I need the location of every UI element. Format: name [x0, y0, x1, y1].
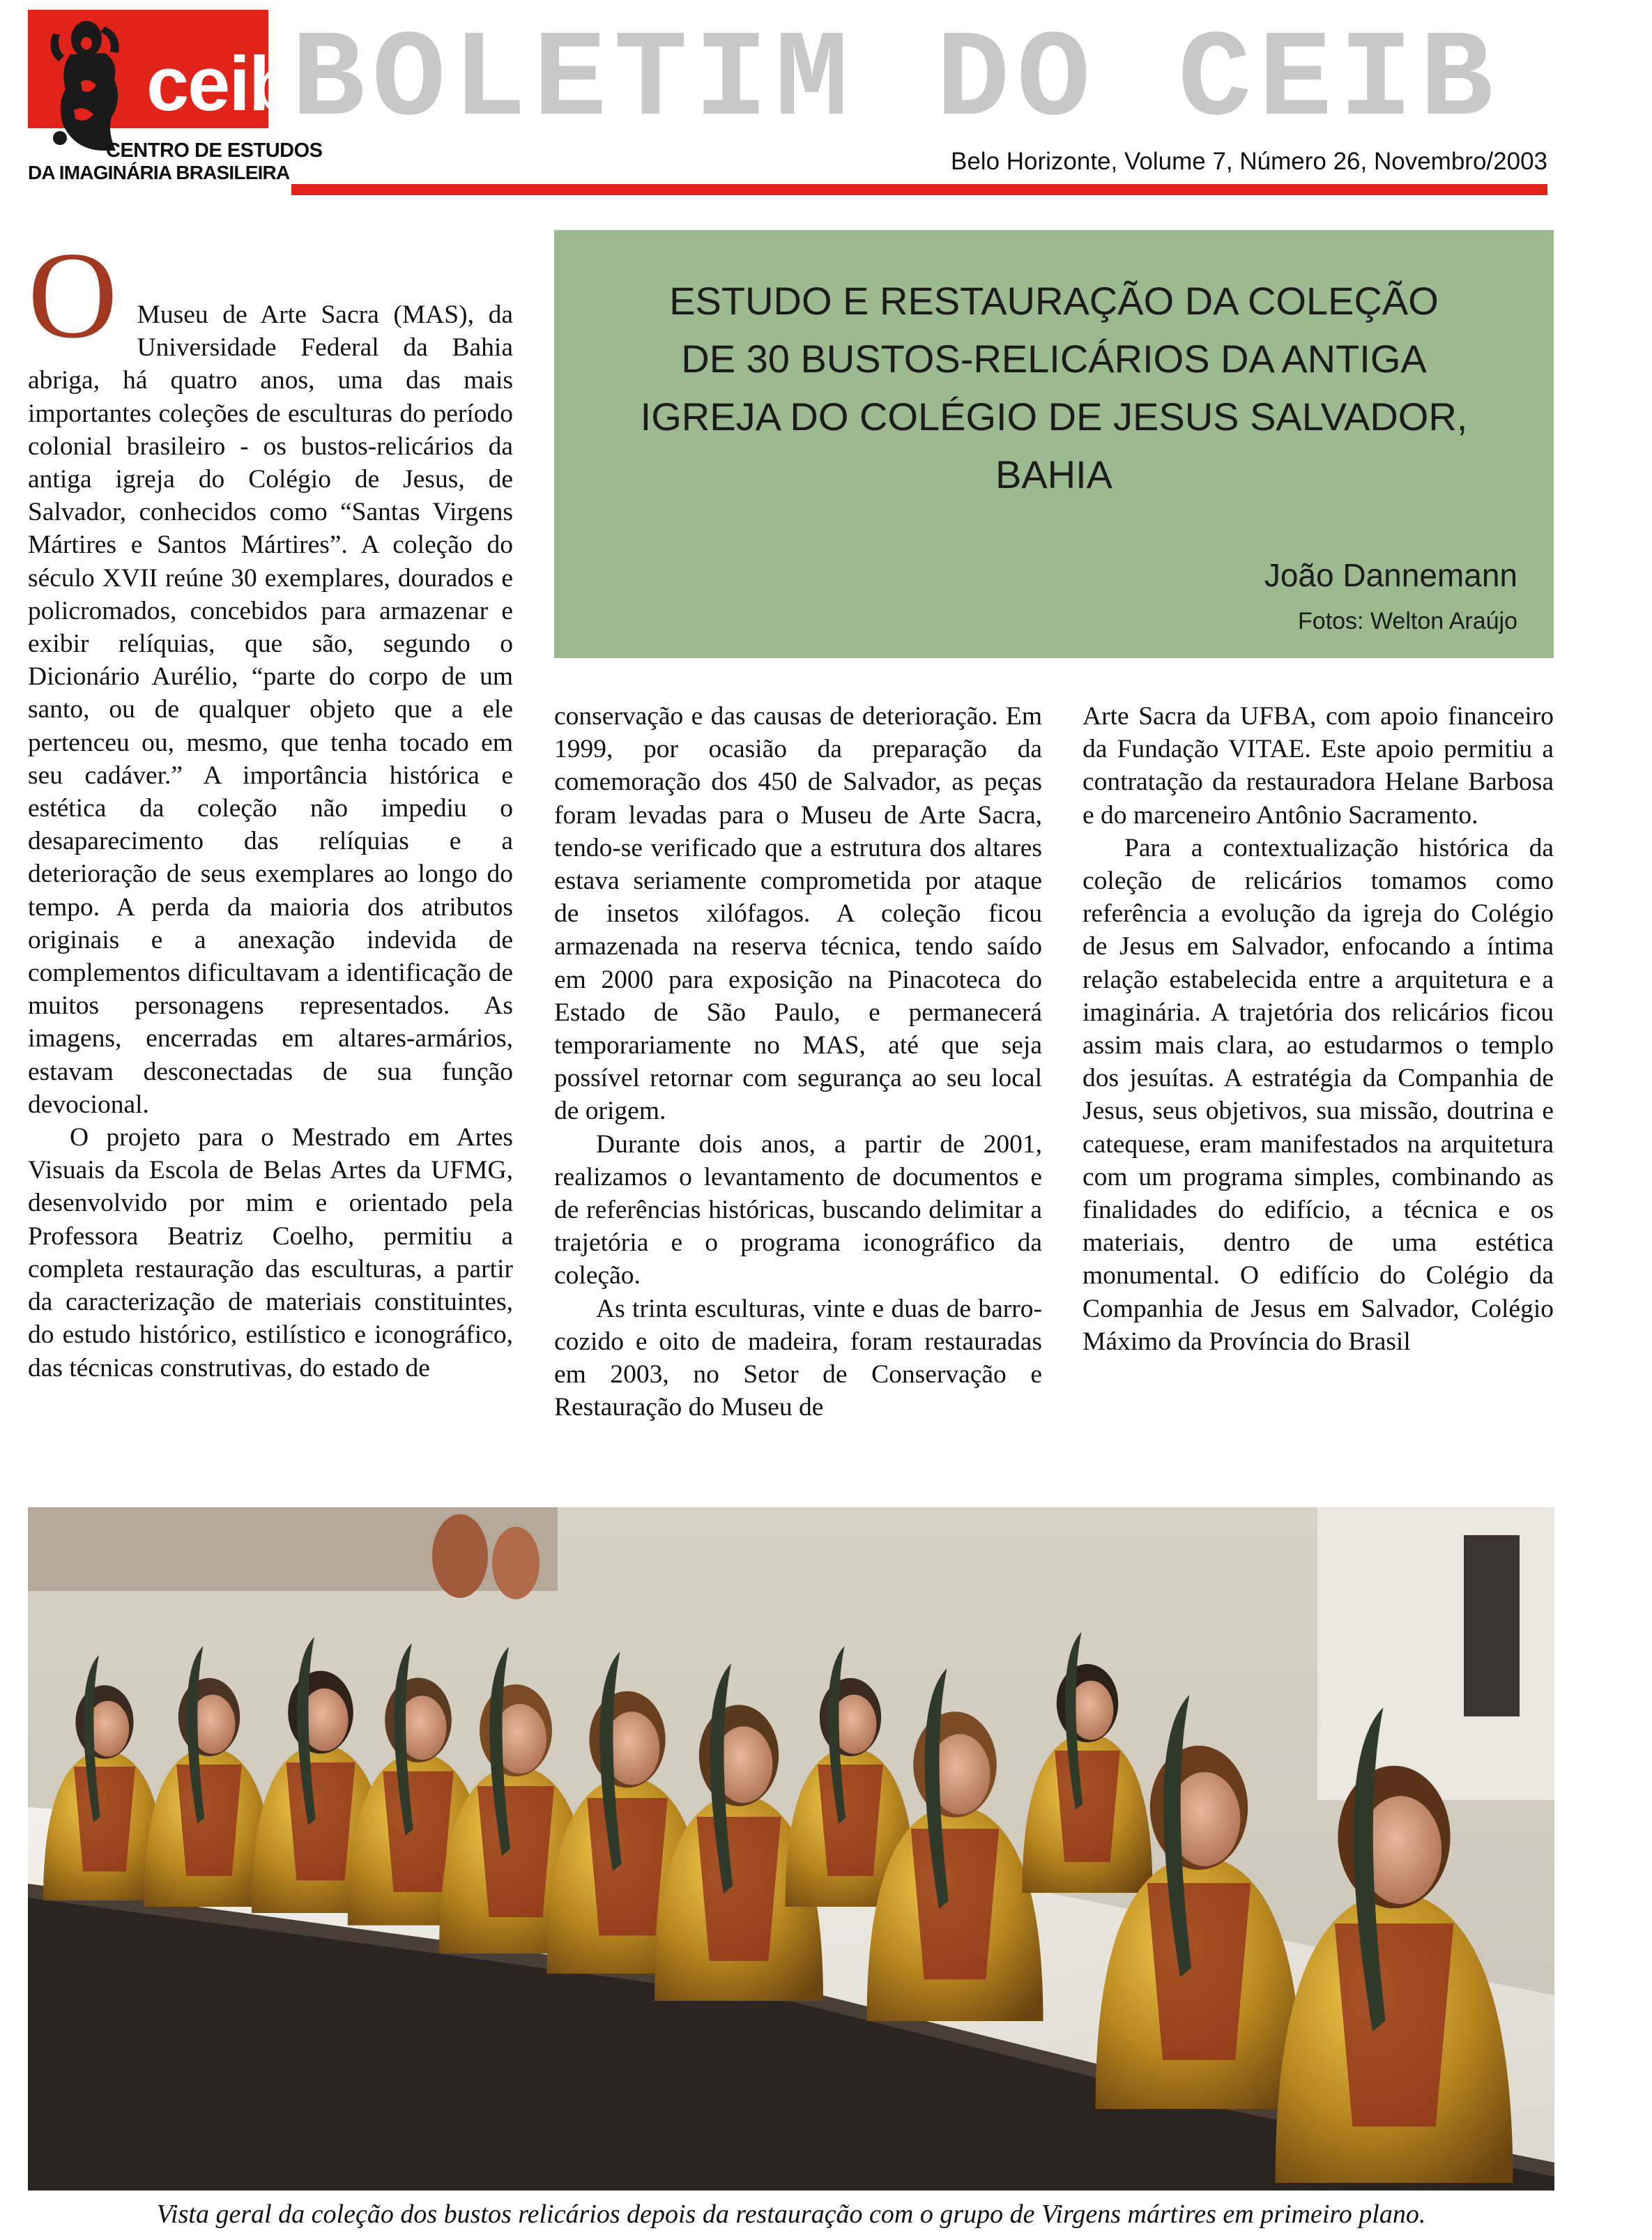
logo-subtitle-line2: DA IMAGINÁRIA BRASILEIRA [28, 162, 290, 183]
paragraph: Museu de Arte Sacra (MAS), da Universidade Federal da Bahia abriga, há quatro anos, uma das mais importantes coleções de esculturas do período colonial brasileiro - os bustos-relicários da antiga igreja do Colégio de Jesus, de Salvador, conhecidos como “Santas Virgens Mártires e Santos Mártires”. A coleção do século XVII reúne 30 exemplares, dourados e policromados, concebidos para armazenar e exibir relíquias, que são, segundo o Dicionário Aurélio, “parte do corpo de um santo, ou de qualquer objeto que a ele pertenceu ou, mesmo, que tenha tocado em seu cadáver.” A importância histórica e estética da coleção não impediu o desaparecimento das relíquias e a deterioração de seus exemplares ao longo do tempo. A perda da maioria dos atributos originais e a anexação indevida de complementos dificultavam a identificação de muitos personagens representados. As imagens, encerradas em altares-armários, estavam desconectadas de sua função devocional. [28, 300, 513, 1119]
issue-info: Belo Horizonte, Volume 7, Número 26, Novembro/2003 [950, 148, 1547, 175]
article-title-box [554, 230, 1554, 658]
reliquary-busts-photo [28, 1507, 1554, 2191]
newsletter-title: BOLETIM DO CEIB [291, 11, 1501, 151]
paragraph: conservação e das causas de deterioração. Em 1999, por ocasião da preparação da comemoração dos 450 de Salvador, as peças foram levadas para o Museu de Arte Sacra, tendo-se verificado que a estrutura dos altares estava seriamente comprometida por ataque de insetos xilófagos. A coleção ficou armazenada na reserva técnica, tendo saído em 2000 para exposição na Pinacoteca do Estado de São Paulo, e permanecerá temporariamente no MAS, até que seja possível retornar com segurança ao seu local de origem. [554, 702, 1042, 1126]
logo-wordmark: ceib [146, 41, 295, 127]
ceib-logo [28, 10, 323, 183]
header-divider [291, 184, 1547, 195]
article-column-2 [554, 700, 1042, 1424]
article-headline: ESTUDO E RESTAURAÇÃO DA COLEÇÃO DE 30 BUSTOS-RELICÁRIOS DA ANTIGA IGREJA DO COLÉGIO DE JESUS SALVADOR, BAHIA [640, 279, 1468, 496]
photo-caption: Vista geral da coleção dos bustos relicários depois da restauração com o grupo de Virgens mártires em primeiro plano. [156, 2200, 1426, 2229]
logo-subtitle-line1: CENTRO DE ESTUDOS [106, 139, 323, 162]
paragraph: Durante dois anos, a partir de 2001, realizamos o levantamento de documentos e de referências históricas, buscando delimitar a trajetória e o programa iconográfico da coleção. [554, 1129, 1042, 1290]
photo-illustration [28, 1507, 1554, 2191]
paragraph: O projeto para o Mestrado em Artes Visuais da Escola de Belas Artes da UFMG, desenvolvido por mim e orientado pela Professora Beatriz Coelho, permitiu a completa restauração das esculturas, a partir da caracterização de materiais constituintes, do estudo histórico, estilístico e iconográfico, das técnicas construtivas, do estado de [28, 1123, 513, 1382]
photo-credit: Fotos: Welton Araújo [1298, 608, 1517, 634]
paragraph: As trinta esculturas, vinte e duas de barro-cozido e oito de madeira, foram restauradas em 2003, no Setor de Conservação e Restauração do Museu de [554, 1294, 1042, 1422]
paragraph: Arte Sacra da UFBA, com apoio financeiro da Fundação VITAE. Este apoio permitiu a contratação da restauradora Helane Barbosa e do marceneiro Antônio Sacramento. [1083, 702, 1554, 830]
paragraph: Para a contextualização histórica da coleção de relicários tomamos como referência a evolução da igreja do Colégio de Jesus em Salvador, enfocando a íntima relação estabelecida entre a arquitetura e a imaginária. A trajetória dos relicários ficou assim mais clara, ao estudarmos o templo dos jesuítas. A estratégia da Companhia de Jesus, seus objetivos, sua missão, doutrina e catequese, eram manifestados na arquitetura com um programa simples, combinando as finalidades do edifício, a técnica e os materiais, dentro de uma estética monumental. O edifício do Colégio da Companhia de Jesus em Salvador, Colégio Máximo da Província do Brasil [1083, 833, 1554, 1356]
drop-cap: O [28, 226, 118, 364]
article-column-3 [1083, 700, 1554, 1358]
article-column-1 [28, 227, 513, 1385]
article-author: João Dannemann [1264, 557, 1517, 593]
